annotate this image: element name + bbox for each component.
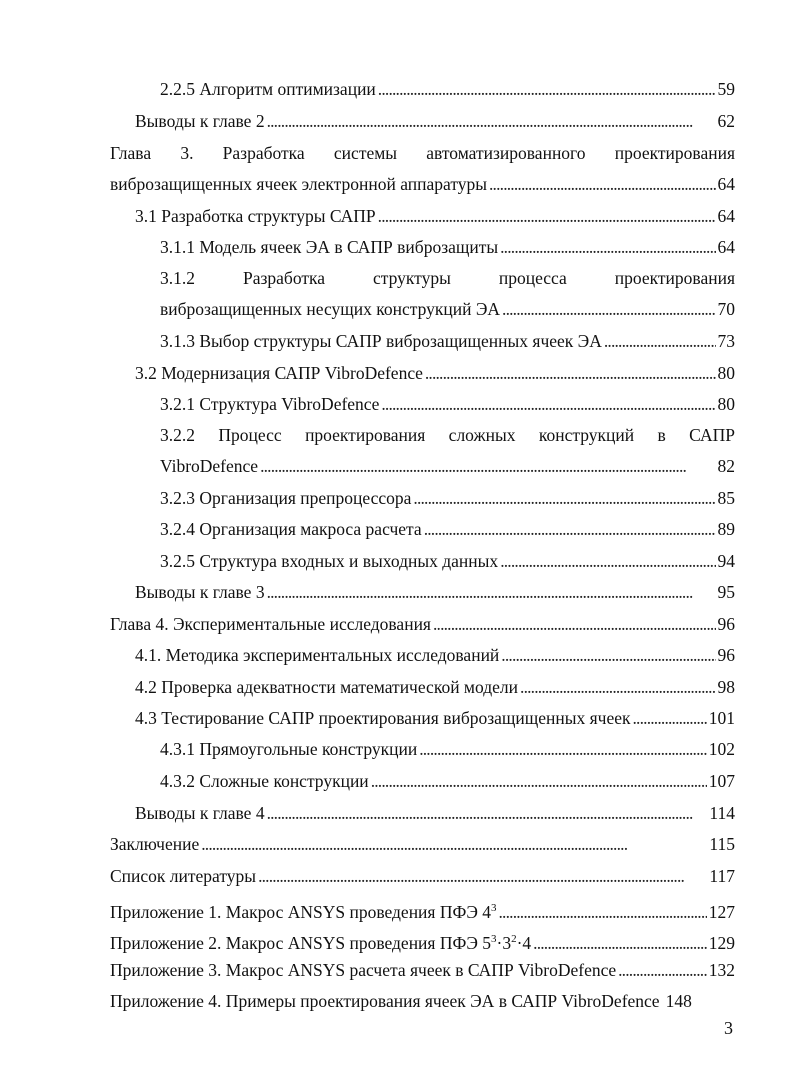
toc-entry-label: виброзащищенных ячеек электронной аппаратуры xyxy=(110,174,487,194)
toc-entry-label xyxy=(110,893,497,927)
toc-entry-label: 3.1.3 Выбор структуры САПР виброзащищенных ячеек ЭА xyxy=(160,331,602,351)
toc-entry xyxy=(160,451,735,481)
formula-part: ·3 xyxy=(496,932,512,953)
toc-entry xyxy=(110,986,735,1016)
superscript: 2 xyxy=(511,933,517,945)
dot-leader xyxy=(378,74,716,104)
dot-leader xyxy=(433,609,716,639)
toc-entry xyxy=(135,201,735,231)
toc-entry xyxy=(160,326,735,356)
toc-entry-label: Глава 4. Экспериментальные исследования xyxy=(110,614,431,634)
toc-entry-page: 132 xyxy=(708,960,735,980)
toc-entry-page: 114 xyxy=(709,803,735,823)
toc-entry-page: 73 xyxy=(717,331,735,351)
toc-entry xyxy=(110,893,735,923)
superscript: 3 xyxy=(491,933,497,945)
toc-entry-page: 101 xyxy=(708,708,735,728)
toc-entry-page: 82 xyxy=(717,456,735,476)
toc-entry-page: 70 xyxy=(717,299,735,319)
toc-entry xyxy=(135,358,735,388)
dot-leader xyxy=(499,897,707,927)
toc-entry xyxy=(135,672,735,702)
toc-entry xyxy=(135,703,735,733)
dot-leader xyxy=(520,672,715,702)
toc-entry xyxy=(110,829,735,859)
dot-leader xyxy=(500,546,715,576)
toc-entry xyxy=(160,734,735,764)
toc-entry xyxy=(110,955,735,985)
toc-entry-page: 127 xyxy=(708,901,735,922)
toc-entry-label: 3.2.1 Структура VibroDefence xyxy=(160,394,380,414)
toc-entry-page: 115 xyxy=(709,834,735,854)
toc-entry xyxy=(110,609,735,639)
toc-entry xyxy=(110,861,735,891)
toc-entry-page: 102 xyxy=(708,739,735,759)
toc-entry-page: 85 xyxy=(717,488,735,508)
toc-entry xyxy=(160,294,735,324)
toc-entry xyxy=(135,798,735,828)
toc-entry xyxy=(135,106,735,136)
toc-entry-label: 3.2.5 Структура входных и выходных данных xyxy=(160,551,499,571)
toc-entry-page: 80 xyxy=(717,363,735,383)
toc-entry-label: Приложение 3. Макрос ANSYS расчета ячеек в САПР VibroDefence xyxy=(110,960,617,980)
toc-entry xyxy=(110,924,735,954)
toc-entry-page: 94 xyxy=(717,551,735,571)
toc-entry-label: Заключение xyxy=(110,834,200,854)
dot-leader xyxy=(267,577,716,607)
toc-entry-page: 80 xyxy=(717,394,735,414)
toc-entry-label: 3.1 Разработка структуры САПР xyxy=(135,206,376,226)
toc-entry-label: 4.3.2 Сложные конструкции xyxy=(160,771,369,791)
toc-entry-page: 64 xyxy=(717,174,735,194)
toc-entry xyxy=(160,766,735,796)
toc-entry-line1: 3.1.2 Разработка структуры процесса проектирования xyxy=(160,268,735,288)
dot-leader xyxy=(260,451,715,481)
toc-entry-page: 95 xyxy=(717,582,735,602)
dot-leader xyxy=(502,294,715,324)
dot-leader xyxy=(371,766,707,796)
toc-entry-page: 89 xyxy=(717,519,735,539)
toc-entry-label: 4.1. Методика экспериментальных исследований xyxy=(135,645,500,665)
toc-entry-page: 98 xyxy=(717,677,735,697)
toc-entry-label: VibroDefence xyxy=(160,456,259,476)
toc-entry xyxy=(160,546,735,576)
toc-entry-page: 64 xyxy=(717,206,735,226)
toc-entry-label: Список литературы xyxy=(110,866,257,886)
toc-entry-label: 3.2.4 Организация макроса расчета xyxy=(160,519,422,539)
toc-entry-page: 117 xyxy=(709,866,735,886)
dot-leader xyxy=(267,798,708,828)
toc-entry-page: 59 xyxy=(717,79,735,99)
dot-leader xyxy=(258,861,707,891)
dot-leader xyxy=(633,703,707,733)
toc-entry-label: Приложение 4. Примеры проектирования ячеек ЭА в САПР VibroDefence xyxy=(110,991,660,1011)
toc-entry xyxy=(160,74,735,104)
dot-leader xyxy=(413,483,715,513)
dot-leader xyxy=(267,106,716,136)
superscript: 3 xyxy=(491,902,497,914)
formula-part: ·4 xyxy=(516,932,532,953)
toc-entry xyxy=(135,577,735,607)
toc-entry-page: 129 xyxy=(708,932,735,953)
dot-leader xyxy=(425,358,716,388)
toc-entry xyxy=(110,169,735,199)
toc-entry-page: 96 xyxy=(717,614,735,634)
toc-entry-label: 3.2.3 Организация препроцессора xyxy=(160,488,412,508)
toc-entry-label xyxy=(110,924,531,958)
toc-entry-label: 3.1.1 Модель ячеек ЭА в САПР виброзащиты xyxy=(160,237,499,257)
toc-entry-label: 4.3.1 Прямоугольные конструкции xyxy=(160,739,418,759)
dot-leader xyxy=(201,829,707,859)
toc-entry-label: 2.2.5 Алгоритм оптимизации xyxy=(160,79,376,99)
toc-entry-text: Приложение 1. Макрос ANSYS проведения ПФЭ 4 xyxy=(110,901,491,922)
dot-leader xyxy=(378,201,716,231)
toc-entry xyxy=(160,232,735,262)
toc-entry xyxy=(160,483,735,513)
toc-entry-label: 3.2 Модернизация САПР VibroDefence xyxy=(135,363,423,383)
dot-leader xyxy=(500,232,715,262)
toc-entry xyxy=(160,514,735,544)
dot-leader xyxy=(424,514,716,544)
toc-entry-label: Выводы к главе 3 xyxy=(135,582,265,602)
dot-leader xyxy=(381,389,715,419)
toc-entry-page: 64 xyxy=(717,237,735,257)
toc-entry-page: 148 xyxy=(665,991,692,1011)
toc-entry xyxy=(135,640,735,670)
toc-entry xyxy=(160,389,735,419)
toc-entry-label: Выводы к главе 2 xyxy=(135,111,265,131)
toc-entry-text: Приложение 2. Макрос ANSYS проведения ПФЭ 5 xyxy=(110,932,491,953)
page-number: 3 xyxy=(724,1018,733,1038)
toc-entry-label: виброзащищенных несущих конструкций ЭА xyxy=(160,299,501,319)
toc-entry-page: 62 xyxy=(717,111,735,131)
dot-leader xyxy=(533,928,707,958)
toc-entry-label: 4.2 Проверка адекватности математической модели xyxy=(135,677,519,697)
toc-entry-line1: 3.2.2 Процесс проектирования сложных конструкций в САПР xyxy=(160,425,735,445)
toc-entry-line1: Глава 3. Разработка системы автоматизированного проектирования xyxy=(110,143,735,163)
toc-entry-page: 96 xyxy=(717,645,735,665)
dot-leader xyxy=(604,326,716,356)
dot-leader xyxy=(419,734,707,764)
toc-entry-label: 4.3 Тестирование САПР проектирования виброзащищенных ячеек xyxy=(135,708,631,728)
toc-entry-page: 107 xyxy=(708,771,735,791)
toc-entry-label: Выводы к главе 4 xyxy=(135,803,265,823)
dot-leader xyxy=(618,955,707,985)
dot-leader xyxy=(489,169,716,199)
dot-leader xyxy=(501,640,715,670)
